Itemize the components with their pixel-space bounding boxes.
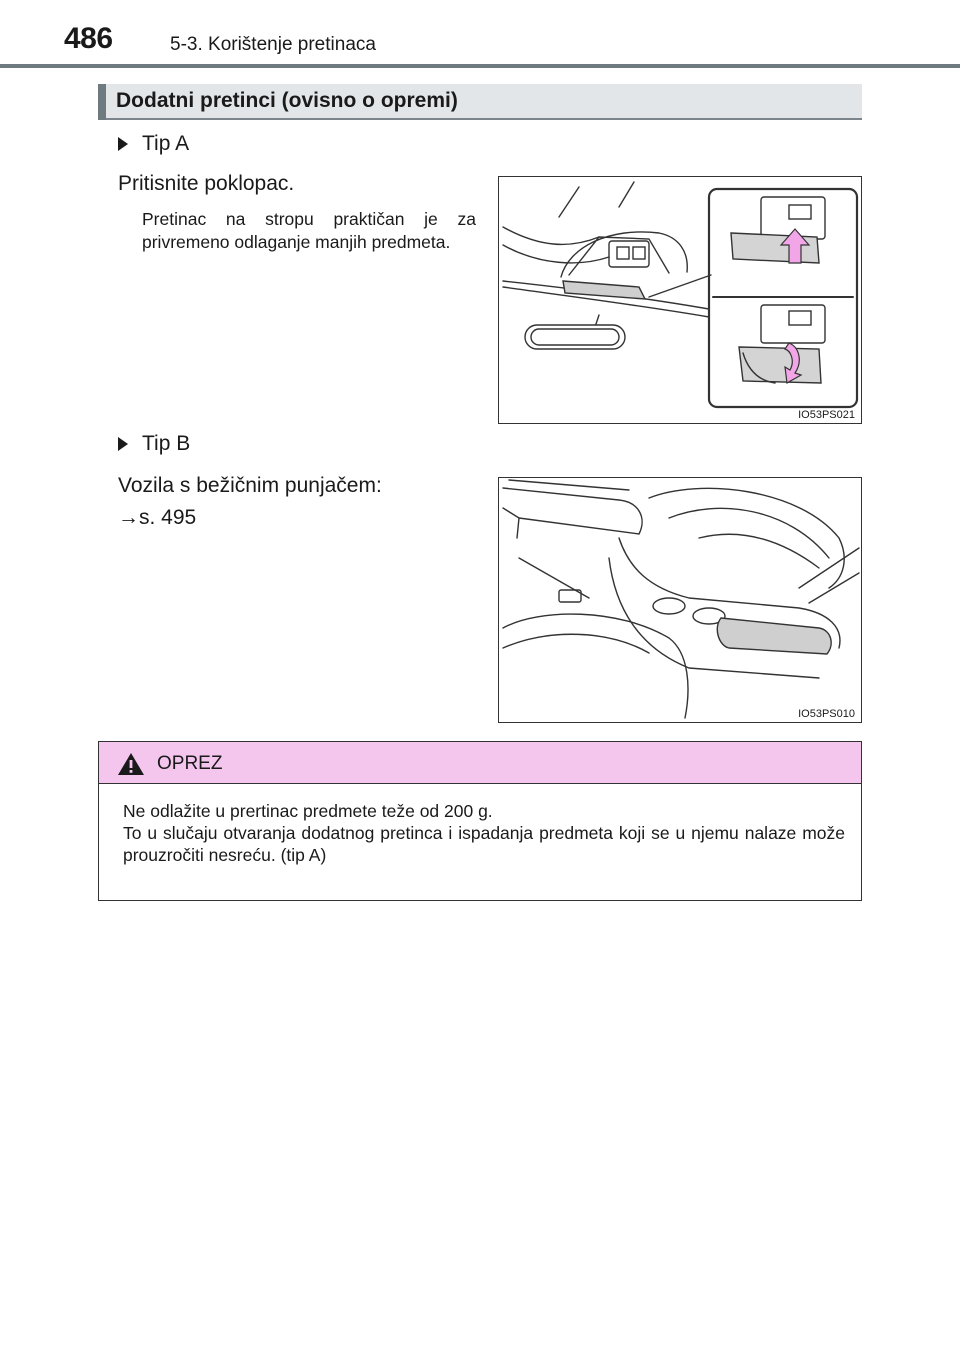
caution-title: OPREZ bbox=[157, 753, 223, 774]
triangle-bullet-icon bbox=[118, 137, 128, 151]
page-number: 486 bbox=[64, 22, 113, 55]
type-a-lead: Pritisnite poklopac. bbox=[118, 172, 295, 195]
section-accent bbox=[98, 84, 106, 120]
overhead-console-illustration bbox=[498, 176, 862, 424]
caution-line-1: Ne odlažite u prertinac predmete teže od 200 g. bbox=[123, 801, 493, 821]
figure-id-b: IO53PS010 bbox=[798, 708, 855, 720]
triangle-bullet-icon bbox=[118, 437, 128, 451]
section-title: Dodatni pretinci (ovisno o opremi) bbox=[116, 89, 458, 112]
caution-line-2: To u slučaju otvaranja dodatnog pretinca i ispadanja predmeta koji se u njemu nalaze može prouzročiti nesreću. (tip A) bbox=[123, 823, 845, 865]
warning-triangle-icon bbox=[117, 752, 145, 776]
type-a-label: Tip A bbox=[142, 132, 190, 155]
caution-text bbox=[123, 800, 845, 866]
page-reference[interactable]: →s. 495 bbox=[118, 506, 197, 529]
caution-header bbox=[99, 742, 861, 784]
type-b-label: Tip B bbox=[142, 432, 191, 455]
center-console-illustration bbox=[498, 477, 862, 723]
center-console-drawing bbox=[499, 478, 861, 722]
chapter-title: 5-3. Korištenje pretinaca bbox=[170, 34, 376, 55]
header-rule bbox=[0, 64, 960, 68]
caution-box bbox=[98, 741, 862, 901]
type-a-description: Pretinac na stropu praktičan je za privremeno odlaganje manjih predmeta. bbox=[142, 209, 476, 252]
section-heading-bar bbox=[98, 84, 862, 120]
figure-id-a: IO53PS021 bbox=[798, 409, 855, 421]
overhead-console-drawing bbox=[499, 177, 861, 423]
type-b-heading bbox=[118, 432, 190, 456]
type-b-lead: Vozila s bežičnim punjačem: bbox=[118, 474, 382, 497]
type-a-heading bbox=[118, 132, 189, 156]
